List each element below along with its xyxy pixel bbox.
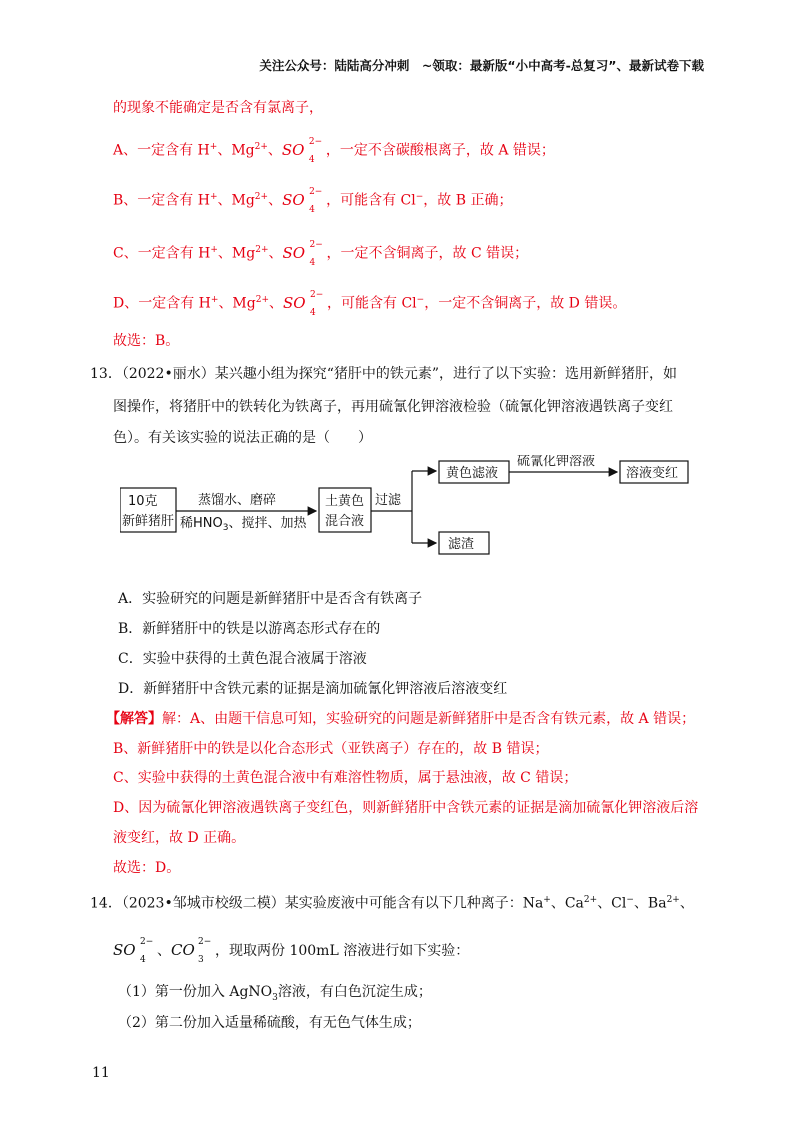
box-mixture-l2: 混合液 (325, 514, 365, 529)
q13-stem-line2: 图操作，将猪肝中的铁转化为铁离子，再用硫氰化钾溶液检验（硫氰化钾溶液遇铁离子变红 (113, 399, 673, 415)
q13-option-c: C．实验中获得的土黄色混合液属于溶液 (118, 651, 367, 667)
arrow1-top-label: 蒸馏水、磨碎 (198, 493, 277, 508)
q13-option-a: A．实验研究的问题是新鲜猪肝中是否含有铁离子 (118, 591, 423, 607)
q14-step-2: （2）第二份加入适量稀硫酸，有无色气体生成； (118, 1015, 421, 1031)
q12-answer: 故选：B。 (113, 333, 180, 349)
page-header: 关注公众号：陆陆高分冲刺 ~领取：最新版“小中高考-总复习”、最新试卷下载 (259, 58, 704, 73)
q13-solution-line5: 液变红，故 D 正确。 (113, 830, 246, 846)
box-residue-label: 滤渣 (448, 537, 475, 552)
page-number: 11 (92, 1065, 110, 1081)
q13-solution-line1: 【解答】解：A、由题干信息可知，实验研究的问题是新鲜猪肝中是否含有铁元素，故 A 错误； (106, 711, 696, 727)
q12-solution-d: D、一定含有 H+、$Mg^{2+}$、SO 2− 4 ，可能含有 Cl−，一定不含铜离子，故 D 错误。 (113, 289, 627, 318)
q13-solution-line4: D、因为硫氰化钾溶液遇铁离子变红色，则新鲜猪肝中含铁元素的证据是滴加硫氰化钾溶液后溶 (113, 800, 699, 816)
box-turns-red-label: 溶液变红 (626, 466, 679, 481)
box-yellow-filtrate-label: 黄色滤液 (446, 466, 499, 481)
q14-step-1: （1）第一份加入 AgNO$_3$溶液，有白色沉淀生成； (118, 984, 432, 1003)
q12-solution-c: C、一定含有 H+、$Mg^{2+}$、SO 2− 4 ，一定不含铜离子，故 C 错误； (113, 239, 529, 268)
q13-option-d: D．新鲜猪肝中含铁元素的证据是滴加硫氰化钾溶液后溶液变红 (118, 681, 508, 697)
q12-solution-a: A、一定含有 H+、$Mg^{2+}$、SO 2− 4 ，一定不含碳酸根离子，故 A 错误； (113, 136, 555, 165)
q14-stem-line2: SO 2− 4 、CO 2− 3 ，现取两份 100mL 溶液进行如下实验： (113, 937, 470, 965)
q13-stem-line1: 13．（2022•丽水）某兴趣小组为探究“猪肝中的铁元素”，进行了以下实验：选用新鲜猪肝，如 (90, 366, 678, 382)
box-fresh-liver-l2: 新鲜猪肝 (122, 514, 175, 529)
filter-label: 过滤 (375, 493, 402, 508)
box-mixture-l1: 土黄色 (325, 494, 365, 509)
arrow2-top-label: 硫氰化钾溶液 (517, 455, 596, 469)
q12-solution-b: B、一定含有 H+、$Mg^{2+}$、SO 2− 4 ，可能含有 Cl−，故 B 正确； (113, 186, 513, 215)
arrow1-bottom-label: 稀$HNO_3$、搅拌、加热 (180, 516, 307, 533)
q13-answer: 故选：D。 (113, 860, 181, 876)
q13-solution-line3: C、实验中获得的土黄色混合液中有难溶性物质，属于悬浊液，故 C 错误； (113, 770, 578, 786)
q13-solution-line2: B、新鲜猪肝中的铁是以化合态形式（亚铁离子）存在的，故 B 错误； (113, 741, 549, 757)
q14-stem-line1: 14．（2023•邹城市校级二模）某实验废液中可能含有以下几种离子：Na+、$Ca^{2+}$、Cl−、$Ba^{2+}$、 (90, 895, 694, 912)
q12-continuation: 的现象不能确定是否含有氯离子， (113, 100, 323, 116)
q13-stem-line3: 色）。有关该实验的说法正确的是（ ） (113, 430, 372, 446)
q13-option-b: B．新鲜猪肝中的铁是以游离态形式存在的 (118, 621, 381, 637)
box-fresh-liver-l1: 10克 (128, 494, 158, 509)
experiment-flow-diagram (120, 455, 690, 565)
